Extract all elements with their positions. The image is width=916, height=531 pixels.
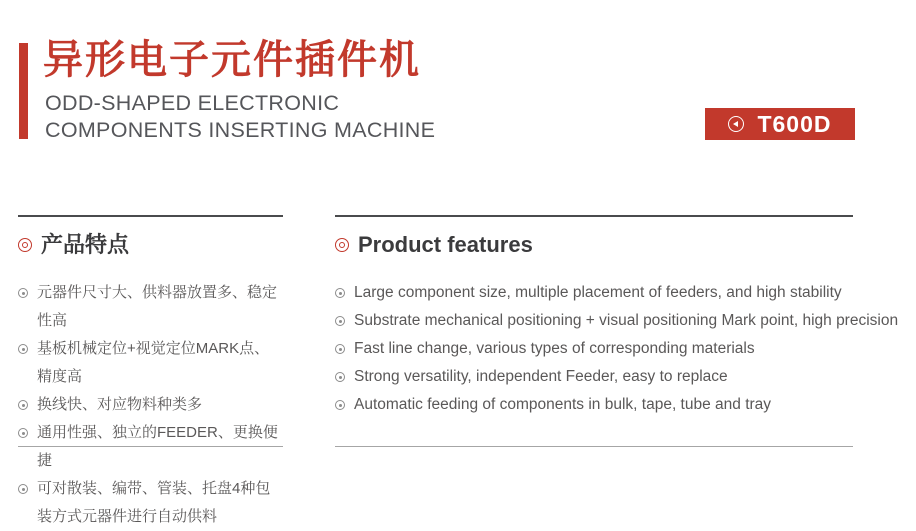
feature-list-item [18, 391, 283, 419]
feature-item-text: Automatic feeding of components in bulk, tape, tube and tray [354, 396, 772, 413]
circled-dot-icon [335, 288, 345, 298]
feature-item-text: Large component size, multiple placement of feeders, and high stability [354, 284, 842, 301]
circled-dot-icon [18, 344, 28, 354]
feature-item-text: 换线快、对应物料种类多 [37, 396, 203, 413]
double-circle-bullseye-icon [335, 238, 349, 252]
section-heading-en: Product features [358, 232, 533, 257]
circled-dot-icon [18, 484, 28, 494]
section-header-en [335, 231, 853, 259]
circled-dot-icon [18, 288, 28, 298]
circled-dot-icon [335, 372, 345, 382]
double-circle-bullseye-icon [18, 238, 32, 252]
feature-list-item [335, 335, 853, 363]
feature-item-text: Substrate mechanical positioning + visual positioning Mark point, high precision [354, 312, 899, 329]
feature-list-item [335, 307, 899, 335]
page-subtitle-en [45, 90, 435, 144]
feature-item-text: 基板机械定位+视觉定位MARK点、精度高 [37, 340, 270, 385]
model-badge-label: T600D [757, 110, 832, 137]
circled-left-triangle-icon [728, 116, 744, 132]
subtitle-line-1: ODD-SHAPED ELECTRONIC [45, 91, 340, 115]
feature-list-item [18, 475, 283, 531]
circled-dot-icon [335, 344, 345, 354]
feature-list-item [335, 391, 853, 419]
section-header-cn [18, 231, 283, 259]
circled-dot-icon [335, 316, 345, 326]
feature-list-item [18, 279, 283, 335]
circled-dot-icon [18, 400, 28, 410]
circled-dot-icon [18, 428, 28, 438]
feature-item-text: Strong versatility, independent Feeder, easy to replace [354, 368, 728, 385]
feature-item-text: 通用性强、独立的FEEDER、更换便捷 [37, 424, 278, 469]
model-badge [705, 108, 855, 140]
section-features-en [335, 215, 899, 447]
feature-list-item [335, 279, 853, 307]
subtitle-line-2: COMPONENTS INSERTING MACHINE [45, 118, 436, 142]
circled-dot-icon [335, 400, 345, 410]
feature-item-text: 可对散装、编带、管装、托盘4种包装方式元器件进行自动供料 [37, 480, 271, 525]
section-features-cn [18, 215, 283, 525]
feature-item-text: 元器件尺寸大、供料器放置多、稳定性高 [37, 284, 278, 329]
title-accent-bar [19, 43, 28, 139]
feature-list-item [18, 335, 283, 391]
page-title-cn: 异形电子元件插件机 [43, 38, 421, 82]
feature-item-text: Fast line change, various types of corresponding materials [354, 340, 755, 357]
features-list-en [335, 279, 899, 419]
section-heading-cn: 产品特点 [41, 232, 130, 257]
feature-list-item [335, 363, 853, 391]
features-list-cn [18, 279, 283, 531]
feature-list-item [18, 419, 283, 475]
